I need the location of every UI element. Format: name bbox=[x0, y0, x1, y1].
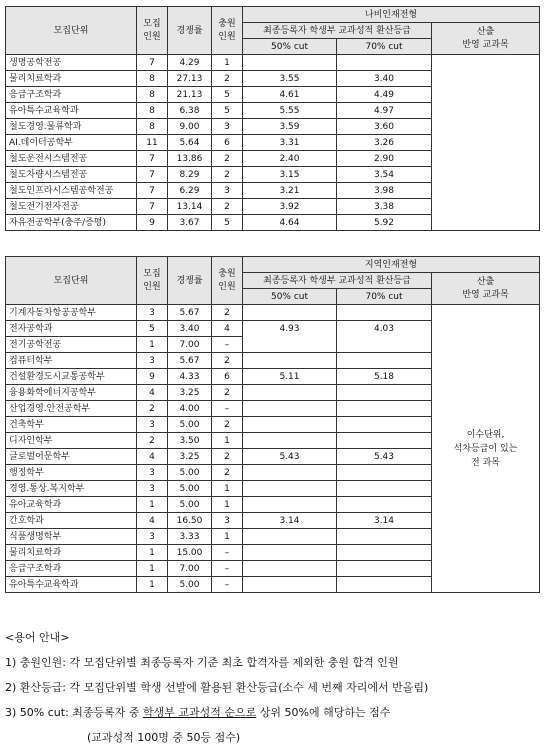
filled: 2 bbox=[212, 417, 243, 433]
cut50 bbox=[243, 561, 337, 577]
filled: 3 bbox=[212, 119, 243, 135]
unit-name: 물리치료학과 bbox=[6, 71, 137, 87]
cut70 bbox=[337, 433, 432, 449]
header-group: 지역인재전형 bbox=[243, 257, 540, 273]
quota: 7 bbox=[137, 167, 168, 183]
header-quota: 모집 인원 bbox=[137, 257, 168, 305]
competition: 8.29 bbox=[168, 167, 212, 183]
competition: 3.25 bbox=[168, 385, 212, 401]
filled: – bbox=[212, 401, 243, 417]
unit-name: 디자인학부 bbox=[6, 433, 137, 449]
header-competition: 경쟁률 bbox=[168, 257, 212, 305]
cut50: 5.43 bbox=[243, 449, 337, 465]
quota: 2 bbox=[137, 433, 168, 449]
header-competition: 경쟁률 bbox=[168, 7, 212, 55]
quota: 1 bbox=[137, 577, 168, 593]
unit-name: 경영.통상.복지학부 bbox=[6, 481, 137, 497]
cut70: 3.26 bbox=[337, 135, 432, 151]
subjects-cell bbox=[432, 55, 540, 231]
quota: 7 bbox=[137, 151, 168, 167]
quota: 5 bbox=[137, 321, 168, 337]
unit-name: 융용화학에너지공학부 bbox=[6, 385, 137, 401]
cut70 bbox=[337, 353, 432, 369]
filled: 1 bbox=[212, 481, 243, 497]
glossary-cut-post: 상위 50%에 해당하는 점수 bbox=[256, 706, 391, 719]
cut70: 3.14 bbox=[337, 513, 432, 529]
cut70 bbox=[337, 385, 432, 401]
quota: 11 bbox=[137, 135, 168, 151]
competition: 6.29 bbox=[168, 183, 212, 199]
competition: 15.00 bbox=[168, 545, 212, 561]
filled: 2 bbox=[212, 385, 243, 401]
table-row bbox=[6, 305, 540, 321]
cut70: 2.90 bbox=[337, 151, 432, 167]
cut50 bbox=[243, 417, 337, 433]
unit-name: 산업경영.안전공학부 bbox=[6, 401, 137, 417]
quota: 8 bbox=[137, 103, 168, 119]
filled: 4 bbox=[212, 321, 243, 337]
competition: 9.00 bbox=[168, 119, 212, 135]
quota: 8 bbox=[137, 119, 168, 135]
glossary-item-filled: 1) 충원인원: 각 모집단위별 최종등록자 기준 최초 합격자를 제외한 충원 합격 인원 bbox=[5, 656, 399, 669]
cut50 bbox=[243, 353, 337, 369]
unit-name: 건설환경도시교통공학부 bbox=[6, 369, 137, 385]
cut70 bbox=[337, 55, 432, 71]
cut50: 3.92 bbox=[243, 199, 337, 215]
glossary-cut-underlined: 학생부 교과성적 순으로 bbox=[143, 706, 257, 719]
quota: 1 bbox=[137, 545, 168, 561]
filled: 3 bbox=[212, 183, 243, 199]
unit-name: 간호학과 bbox=[6, 513, 137, 529]
competition: 5.67 bbox=[168, 305, 212, 321]
cut50 bbox=[243, 385, 337, 401]
cut70: 5.18 bbox=[337, 369, 432, 385]
cut50 bbox=[243, 55, 337, 71]
cut70 bbox=[337, 577, 432, 593]
cut70 bbox=[337, 465, 432, 481]
cut50: 5.11 bbox=[243, 369, 337, 385]
filled: 1 bbox=[212, 55, 243, 71]
quota: 7 bbox=[137, 199, 168, 215]
competition: 5.64 bbox=[168, 135, 212, 151]
competition: 6.38 bbox=[168, 103, 212, 119]
quota: 4 bbox=[137, 449, 168, 465]
cut50 bbox=[243, 305, 337, 321]
competition: 27.13 bbox=[168, 71, 212, 87]
cut70 bbox=[337, 305, 432, 321]
unit-name: 철도운전시스템전공 bbox=[6, 151, 137, 167]
unit-name: 철도차량시스템전공 bbox=[6, 167, 137, 183]
quota: 9 bbox=[137, 215, 168, 231]
cut50: 3.59 bbox=[243, 119, 337, 135]
cut70 bbox=[337, 529, 432, 545]
competition: 13.86 bbox=[168, 151, 212, 167]
quota: 3 bbox=[137, 481, 168, 497]
cut70: 4.03 bbox=[337, 321, 432, 353]
quota: 3 bbox=[137, 353, 168, 369]
cut50 bbox=[243, 545, 337, 561]
competition: 3.33 bbox=[168, 529, 212, 545]
unit-name: 응급구조학과 bbox=[6, 87, 137, 103]
cut50: 3.15 bbox=[243, 167, 337, 183]
unit-name: 자유전공학부(충주/증평) bbox=[6, 215, 137, 231]
header-unit: 모집단위 bbox=[6, 7, 137, 55]
unit-name: 철도인프라시스템공학전공 bbox=[6, 183, 137, 199]
quota: 7 bbox=[137, 55, 168, 71]
cut70: 4.49 bbox=[337, 87, 432, 103]
subjects-note: 이수단위, 석차등급이 있는 전 과목 bbox=[432, 305, 540, 593]
unit-name: 유아특수교육학과 bbox=[6, 103, 137, 119]
filled: 5 bbox=[212, 103, 243, 119]
filled: 2 bbox=[212, 151, 243, 167]
unit-name: 유아교육학과 bbox=[6, 497, 137, 513]
competition: 5.67 bbox=[168, 353, 212, 369]
cut70 bbox=[337, 417, 432, 433]
competition: 5.00 bbox=[168, 417, 212, 433]
unit-name: 식품생명학부 bbox=[6, 529, 137, 545]
competition: 7.00 bbox=[168, 561, 212, 577]
quota: 1 bbox=[137, 561, 168, 577]
unit-name: 건축학부 bbox=[6, 417, 137, 433]
quota: 3 bbox=[137, 417, 168, 433]
filled: 2 bbox=[212, 199, 243, 215]
glossary bbox=[5, 629, 540, 754]
header-group: 나비인재전형 bbox=[243, 7, 540, 23]
header-subjects: 산출 반영 교과목 bbox=[432, 273, 540, 305]
glossary-item-grade: 2) 환산등급: 각 모집단위별 학생 선발에 활용된 환산등급(소수 세 번째 자리에서 반올림) bbox=[5, 681, 429, 694]
competition: 4.00 bbox=[168, 401, 212, 417]
unit-name: 글로벌어문학부 bbox=[6, 449, 137, 465]
unit-name: 전자공학과 bbox=[6, 321, 137, 337]
quota: 9 bbox=[137, 369, 168, 385]
cut50 bbox=[243, 401, 337, 417]
competition: 21.13 bbox=[168, 87, 212, 103]
filled: 2 bbox=[212, 71, 243, 87]
filled: 1 bbox=[212, 433, 243, 449]
quota: 3 bbox=[137, 529, 168, 545]
header-subjects: 산출 반영 교과목 bbox=[432, 23, 540, 55]
quota: 1 bbox=[137, 497, 168, 513]
cut50: 3.31 bbox=[243, 135, 337, 151]
unit-name: AI.데이터공학부 bbox=[6, 135, 137, 151]
header-cut70: 70% cut bbox=[337, 39, 432, 55]
cut50: 2.40 bbox=[243, 151, 337, 167]
header-filled: 충원 인원 bbox=[212, 7, 243, 55]
competition: 7.00 bbox=[168, 337, 212, 353]
competition: 3.40 bbox=[168, 321, 212, 337]
cut50: 3.21 bbox=[243, 183, 337, 199]
admission-table-nabi bbox=[5, 6, 540, 231]
filled: 3 bbox=[212, 513, 243, 529]
admission-table-local bbox=[5, 256, 540, 593]
cut70: 3.60 bbox=[337, 119, 432, 135]
quota: 8 bbox=[137, 87, 168, 103]
filled: 2 bbox=[212, 305, 243, 321]
glossary-item-cut bbox=[5, 704, 540, 722]
cut70: 5.92 bbox=[337, 215, 432, 231]
glossary-title: <용어 안내> bbox=[5, 631, 70, 644]
filled: 1 bbox=[212, 497, 243, 513]
cut70 bbox=[337, 497, 432, 513]
filled: 2 bbox=[212, 465, 243, 481]
quota: 7 bbox=[137, 183, 168, 199]
cut70 bbox=[337, 561, 432, 577]
unit-name: 행정학부 bbox=[6, 465, 137, 481]
cut50 bbox=[243, 433, 337, 449]
cut70 bbox=[337, 545, 432, 561]
quota: 3 bbox=[137, 465, 168, 481]
cut70: 3.38 bbox=[337, 199, 432, 215]
filled: – bbox=[212, 561, 243, 577]
cut50: 3.55 bbox=[243, 71, 337, 87]
competition: 5.00 bbox=[168, 497, 212, 513]
filled: – bbox=[212, 337, 243, 353]
filled: 6 bbox=[212, 135, 243, 151]
competition: 5.00 bbox=[168, 577, 212, 593]
cut70: 5.43 bbox=[337, 449, 432, 465]
cut50: 5.55 bbox=[243, 103, 337, 119]
header-grade: 최종등록자 학생부 교과성적 환산등급 bbox=[243, 273, 432, 289]
header-grade: 최종등록자 학생부 교과성적 환산등급 bbox=[243, 23, 432, 39]
cut50: 4.93 bbox=[243, 321, 337, 353]
cut50 bbox=[243, 497, 337, 513]
unit-name: 전기공학전공 bbox=[6, 337, 137, 353]
filled: 2 bbox=[212, 449, 243, 465]
unit-name: 철도경영.물류학과 bbox=[6, 119, 137, 135]
cut50: 3.14 bbox=[243, 513, 337, 529]
cut50 bbox=[243, 481, 337, 497]
cut70 bbox=[337, 481, 432, 497]
filled: – bbox=[212, 577, 243, 593]
filled: 2 bbox=[212, 353, 243, 369]
competition: 5.00 bbox=[168, 481, 212, 497]
cut70: 3.40 bbox=[337, 71, 432, 87]
quota: 4 bbox=[137, 385, 168, 401]
cut70 bbox=[337, 401, 432, 417]
cut70: 3.54 bbox=[337, 167, 432, 183]
cut70: 4.97 bbox=[337, 103, 432, 119]
table-row bbox=[6, 55, 540, 71]
glossary-cut-example: (교과성적 100명 중 50등 점수) bbox=[87, 731, 241, 744]
quota: 3 bbox=[137, 305, 168, 321]
quota: 2 bbox=[137, 401, 168, 417]
header-quota: 모집 인원 bbox=[137, 7, 168, 55]
header-unit: 모집단위 bbox=[6, 257, 137, 305]
filled: 5 bbox=[212, 215, 243, 231]
competition: 3.50 bbox=[168, 433, 212, 449]
header-cut50: 50% cut bbox=[243, 39, 337, 55]
header-filled: 충원 인원 bbox=[212, 257, 243, 305]
unit-name: 응급구조학과 bbox=[6, 561, 137, 577]
cut70: 3.98 bbox=[337, 183, 432, 199]
competition: 3.67 bbox=[168, 215, 212, 231]
cut50 bbox=[243, 529, 337, 545]
quota: 1 bbox=[137, 337, 168, 353]
unit-name: 컴퓨터학부 bbox=[6, 353, 137, 369]
cut50: 4.61 bbox=[243, 87, 337, 103]
header-cut70: 70% cut bbox=[337, 289, 432, 305]
unit-name: 유아특수교육학과 bbox=[6, 577, 137, 593]
competition: 4.33 bbox=[168, 369, 212, 385]
filled: 6 bbox=[212, 369, 243, 385]
quota: 8 bbox=[137, 71, 168, 87]
glossary-cut-pre: 3) 50% cut: 최종등록자 중 bbox=[5, 706, 144, 719]
filled: – bbox=[212, 545, 243, 561]
competition: 5.00 bbox=[168, 465, 212, 481]
unit-name: 기계자동차항공공학부 bbox=[6, 305, 137, 321]
filled: 2 bbox=[212, 167, 243, 183]
filled: 5 bbox=[212, 87, 243, 103]
unit-name: 철도전기전자전공 bbox=[6, 199, 137, 215]
unit-name: 물리치료학과 bbox=[6, 545, 137, 561]
unit-name: 생명공학전공 bbox=[6, 55, 137, 71]
competition: 16.50 bbox=[168, 513, 212, 529]
quota: 4 bbox=[137, 513, 168, 529]
cut50 bbox=[243, 465, 337, 481]
cut50 bbox=[243, 577, 337, 593]
competition: 13.14 bbox=[168, 199, 212, 215]
competition: 4.29 bbox=[168, 55, 212, 71]
competition: 3.25 bbox=[168, 449, 212, 465]
filled: 1 bbox=[212, 529, 243, 545]
cut50: 4.64 bbox=[243, 215, 337, 231]
header-cut50: 50% cut bbox=[243, 289, 337, 305]
